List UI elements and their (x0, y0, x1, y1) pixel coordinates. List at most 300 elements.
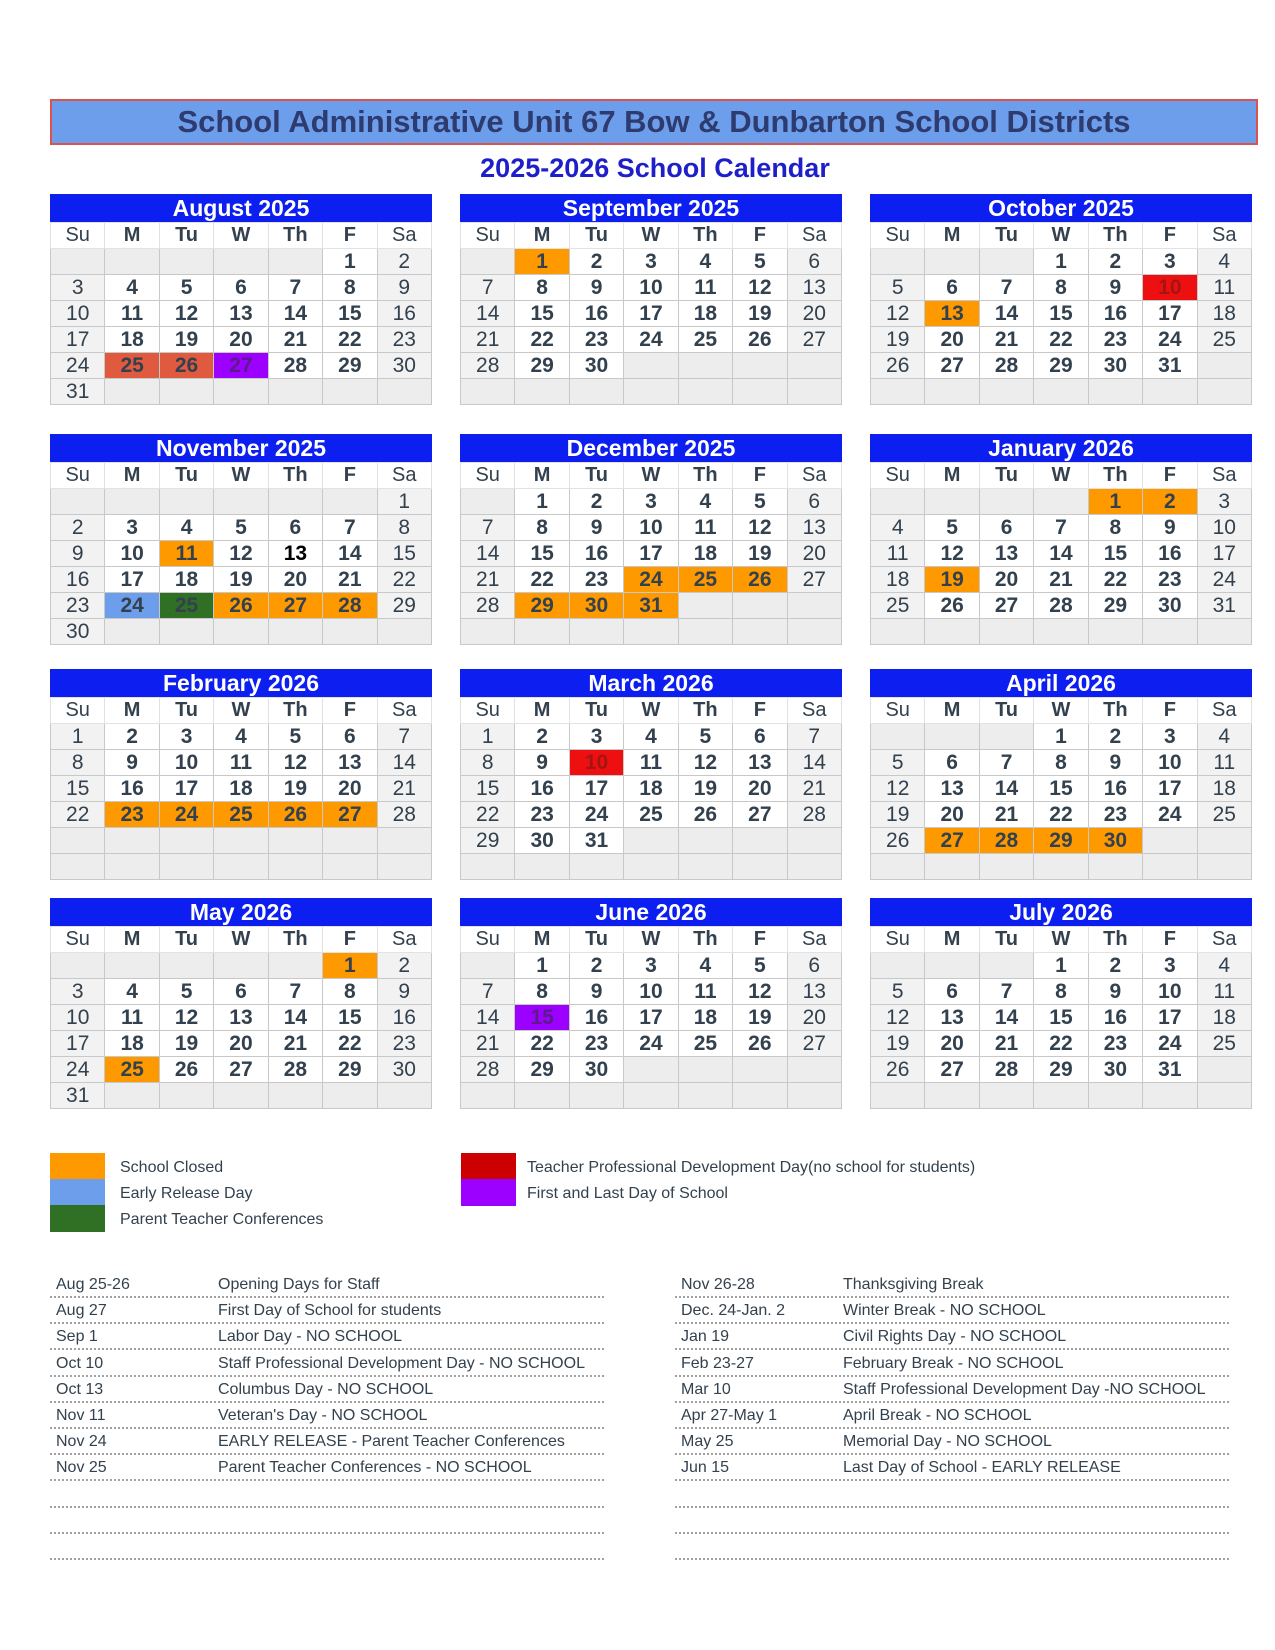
day-cell: 22 (51, 802, 105, 828)
month-calendar (870, 898, 1252, 1109)
day-cell: 21 (268, 327, 322, 353)
day-cell: 20 (268, 567, 322, 593)
day-cell: 12 (214, 541, 268, 567)
day-cell: 29 (1034, 828, 1088, 854)
day-cell: 22 (1088, 567, 1142, 593)
day-cell: 28 (377, 802, 431, 828)
day-cell: 7 (979, 750, 1033, 776)
parent-teacher-swatch (50, 1205, 105, 1232)
month-calendar (870, 669, 1252, 880)
first-last-swatch (461, 1179, 516, 1206)
weekday-header: Su (461, 463, 515, 489)
event-row (675, 1272, 1229, 1298)
day-cell: 14 (979, 1005, 1033, 1031)
empty-cell (1197, 1083, 1251, 1109)
day-cell: 27 (323, 802, 377, 828)
day-cell: 4 (105, 979, 159, 1005)
empty-cell (1197, 353, 1251, 379)
empty-cell (214, 953, 268, 979)
empty-cell (323, 1083, 377, 1109)
weekday-header: M (515, 927, 569, 953)
empty-cell (1034, 379, 1088, 405)
empty-cell (323, 489, 377, 515)
day-cell: 13 (214, 1005, 268, 1031)
day-cell: 6 (787, 489, 841, 515)
day-cell: 2 (515, 724, 569, 750)
day-cell: 9 (1088, 275, 1142, 301)
day-cell: 15 (1034, 301, 1088, 327)
day-cell: 5 (268, 724, 322, 750)
weekday-header: F (323, 463, 377, 489)
weekday-header: M (925, 463, 979, 489)
day-cell: 15 (323, 301, 377, 327)
event-row (675, 1298, 1229, 1324)
day-cell: 4 (1197, 953, 1251, 979)
day-cell: 2 (1088, 724, 1142, 750)
weekday-header: Th (268, 698, 322, 724)
day-cell: 21 (1034, 567, 1088, 593)
day-cell: 20 (925, 802, 979, 828)
day-cell: 25 (678, 1031, 732, 1057)
event-date: Feb 23-27 (681, 1354, 754, 1372)
weekday-header: Th (1088, 698, 1142, 724)
day-cell: 1 (323, 249, 377, 275)
empty-cell (51, 828, 105, 854)
day-cell: 10 (569, 750, 623, 776)
weekday-header: Tu (569, 698, 623, 724)
day-cell: 30 (377, 353, 431, 379)
empty-cell (323, 854, 377, 880)
weekday-header: Tu (979, 927, 1033, 953)
empty-cell (871, 724, 925, 750)
day-cell: 7 (268, 275, 322, 301)
day-cell: 7 (377, 724, 431, 750)
weekday-header: W (1034, 223, 1088, 249)
empty-cell (323, 379, 377, 405)
day-cell: 5 (678, 724, 732, 750)
day-cell: 18 (1197, 1005, 1251, 1031)
day-cell: 22 (515, 327, 569, 353)
day-cell: 20 (323, 776, 377, 802)
empty-cell (1088, 619, 1142, 645)
day-cell: 24 (159, 802, 213, 828)
weekday-header: W (214, 223, 268, 249)
day-cell: 20 (925, 327, 979, 353)
empty-cell (678, 1057, 732, 1083)
empty-cell (1143, 828, 1197, 854)
weekday-header: W (624, 223, 678, 249)
day-cell: 23 (105, 802, 159, 828)
day-cell: 3 (1197, 489, 1251, 515)
event-row (50, 1377, 604, 1403)
day-cell: 5 (159, 979, 213, 1005)
empty-cell (925, 854, 979, 880)
empty-cell (461, 379, 515, 405)
day-cell: 3 (159, 724, 213, 750)
empty-cell (461, 249, 515, 275)
early-release-swatch (50, 1179, 105, 1206)
day-cell: 30 (515, 828, 569, 854)
weekday-header: Sa (787, 223, 841, 249)
day-cell: 30 (1088, 828, 1142, 854)
event-row (50, 1324, 604, 1350)
day-cell: 23 (51, 593, 105, 619)
day-cell: 4 (105, 275, 159, 301)
day-cell: 19 (925, 567, 979, 593)
weekday-header: Tu (159, 223, 213, 249)
empty-cell (105, 249, 159, 275)
month-grid (460, 222, 842, 405)
day-cell: 14 (1034, 541, 1088, 567)
day-cell: 10 (1197, 515, 1251, 541)
day-cell: 9 (1088, 750, 1142, 776)
event-row (675, 1534, 1229, 1560)
empty-cell (871, 953, 925, 979)
day-cell: 22 (323, 327, 377, 353)
empty-cell (159, 1083, 213, 1109)
day-cell: 30 (1088, 353, 1142, 379)
day-cell: 15 (1088, 541, 1142, 567)
day-cell: 25 (1197, 327, 1251, 353)
event-description: Civil Rights Day - NO SCHOOL (843, 1328, 1067, 1346)
weekday-header: W (1034, 698, 1088, 724)
empty-cell (105, 1083, 159, 1109)
empty-cell (268, 619, 322, 645)
day-cell: 22 (1034, 327, 1088, 353)
day-cell: 19 (159, 327, 213, 353)
day-cell: 11 (1197, 979, 1251, 1005)
day-cell: 22 (1034, 1031, 1088, 1057)
weekday-header: M (105, 223, 159, 249)
empty-cell (925, 619, 979, 645)
empty-cell (733, 593, 787, 619)
day-cell: 31 (1197, 593, 1251, 619)
empty-cell (1034, 619, 1088, 645)
day-cell: 31 (569, 828, 623, 854)
day-cell: 14 (979, 776, 1033, 802)
empty-cell (979, 724, 1033, 750)
empty-cell (1143, 379, 1197, 405)
day-cell: 27 (787, 1031, 841, 1057)
day-cell: 19 (733, 301, 787, 327)
empty-cell (871, 249, 925, 275)
day-cell: 6 (214, 275, 268, 301)
day-cell: 21 (979, 327, 1033, 353)
empty-cell (214, 249, 268, 275)
day-cell: 19 (159, 1031, 213, 1057)
empty-cell (159, 619, 213, 645)
day-cell: 19 (733, 541, 787, 567)
empty-cell (461, 1083, 515, 1109)
day-cell: 27 (925, 828, 979, 854)
day-cell: 26 (159, 1057, 213, 1083)
day-cell: 23 (569, 567, 623, 593)
weekday-header: F (733, 223, 787, 249)
day-cell: 30 (1143, 593, 1197, 619)
day-cell: 29 (515, 353, 569, 379)
day-cell: 8 (461, 750, 515, 776)
weekday-header: W (1034, 463, 1088, 489)
day-cell: 28 (787, 802, 841, 828)
weekday-header: M (925, 698, 979, 724)
day-cell: 3 (1143, 724, 1197, 750)
empty-cell (624, 828, 678, 854)
day-cell: 28 (461, 1057, 515, 1083)
day-cell: 9 (51, 541, 105, 567)
empty-cell (515, 619, 569, 645)
day-cell: 9 (569, 275, 623, 301)
day-cell: 13 (323, 750, 377, 776)
day-cell: 24 (624, 1031, 678, 1057)
day-cell: 23 (377, 1031, 431, 1057)
day-cell: 24 (1197, 567, 1251, 593)
empty-cell (1143, 1083, 1197, 1109)
event-date: May 25 (681, 1433, 734, 1451)
day-cell: 20 (787, 541, 841, 567)
empty-cell (1197, 828, 1251, 854)
event-description: First Day of School for students (218, 1302, 442, 1320)
day-cell: 25 (105, 1057, 159, 1083)
event-description: April Break - NO SCHOOL (843, 1407, 1032, 1424)
event-row (50, 1508, 604, 1534)
day-cell: 9 (1088, 979, 1142, 1005)
event-date: Oct 10 (56, 1354, 104, 1372)
day-cell: 29 (323, 1057, 377, 1083)
weekday-header: Sa (787, 463, 841, 489)
day-cell: 7 (979, 275, 1033, 301)
empty-cell (377, 828, 431, 854)
event-row (675, 1377, 1229, 1403)
weekday-header: M (105, 698, 159, 724)
day-cell: 12 (733, 979, 787, 1005)
day-cell: 21 (461, 327, 515, 353)
weekday-header: W (624, 698, 678, 724)
day-cell: 18 (1197, 776, 1251, 802)
day-cell: 28 (979, 1057, 1033, 1083)
empty-cell (787, 1057, 841, 1083)
day-cell: 11 (105, 1005, 159, 1031)
day-cell: 7 (1034, 515, 1088, 541)
event-date: Nov 25 (56, 1459, 107, 1477)
day-cell: 11 (214, 750, 268, 776)
empty-cell (159, 379, 213, 405)
day-cell: 19 (871, 327, 925, 353)
empty-cell (1197, 619, 1251, 645)
empty-cell (51, 854, 105, 880)
empty-cell (1034, 854, 1088, 880)
day-cell: 17 (51, 327, 105, 353)
weekday-header: Su (871, 463, 925, 489)
day-cell: 10 (624, 275, 678, 301)
day-cell: 25 (871, 593, 925, 619)
day-cell: 22 (1034, 802, 1088, 828)
day-cell: 7 (979, 979, 1033, 1005)
day-cell: 30 (569, 593, 623, 619)
empty-cell (515, 1083, 569, 1109)
day-cell: 12 (733, 275, 787, 301)
empty-cell (323, 619, 377, 645)
empty-cell (678, 379, 732, 405)
day-cell: 1 (1034, 249, 1088, 275)
event-date: Nov 24 (56, 1433, 107, 1451)
day-cell: 27 (979, 593, 1033, 619)
day-cell: 5 (214, 515, 268, 541)
weekday-header: W (214, 927, 268, 953)
empty-cell (51, 489, 105, 515)
day-cell: 6 (733, 724, 787, 750)
month-title: October 2025 (870, 194, 1252, 222)
weekday-header: M (515, 698, 569, 724)
empty-cell (678, 1083, 732, 1109)
day-cell: 1 (323, 953, 377, 979)
day-cell: 24 (51, 353, 105, 379)
day-cell: 24 (1143, 327, 1197, 353)
day-cell: 20 (214, 327, 268, 353)
day-cell: 25 (1197, 802, 1251, 828)
event-row (675, 1429, 1229, 1455)
day-cell: 31 (1143, 353, 1197, 379)
empty-cell (1197, 1057, 1251, 1083)
day-cell: 18 (678, 301, 732, 327)
month-title: July 2026 (870, 898, 1252, 926)
empty-cell (624, 854, 678, 880)
empty-cell (1034, 489, 1088, 515)
weekday-header: Sa (377, 463, 431, 489)
empty-cell (979, 489, 1033, 515)
day-cell: 23 (1088, 1031, 1142, 1057)
day-cell: 31 (51, 379, 105, 405)
day-cell: 14 (461, 541, 515, 567)
empty-cell (678, 854, 732, 880)
weekday-header: Su (51, 698, 105, 724)
event-description: Columbus Day - NO SCHOOL (218, 1380, 434, 1398)
day-cell: 10 (51, 301, 105, 327)
weekday-header: Sa (377, 927, 431, 953)
day-cell: 7 (461, 515, 515, 541)
day-cell: 18 (1197, 301, 1251, 327)
empty-cell (515, 379, 569, 405)
day-cell: 21 (787, 776, 841, 802)
event-date: Sep 1 (56, 1328, 98, 1346)
weekday-header: Tu (159, 698, 213, 724)
weekday-header: Th (268, 927, 322, 953)
day-cell: 4 (678, 953, 732, 979)
event-row (50, 1272, 604, 1298)
month-grid (460, 926, 842, 1109)
day-cell: 19 (871, 802, 925, 828)
day-cell: 15 (515, 541, 569, 567)
weekday-header: Sa (787, 927, 841, 953)
day-cell: 26 (871, 1057, 925, 1083)
event-date: Aug 25-26 (56, 1276, 130, 1293)
day-cell: 25 (678, 327, 732, 353)
day-cell: 14 (979, 301, 1033, 327)
weekday-header: Tu (159, 927, 213, 953)
day-cell: 10 (159, 750, 213, 776)
day-cell: 3 (624, 489, 678, 515)
day-cell: 20 (733, 776, 787, 802)
day-cell: 17 (569, 776, 623, 802)
day-cell: 5 (733, 249, 787, 275)
event-date: Jan 19 (681, 1328, 730, 1346)
day-cell: 5 (733, 953, 787, 979)
weekday-header: Su (461, 223, 515, 249)
empty-cell (214, 489, 268, 515)
event-date: Dec. 24-Jan. 2 (681, 1302, 786, 1320)
month-title: April 2026 (870, 669, 1252, 697)
day-cell: 23 (569, 327, 623, 353)
empty-cell (787, 828, 841, 854)
day-cell: 2 (569, 249, 623, 275)
day-cell: 18 (105, 1031, 159, 1057)
empty-cell (515, 854, 569, 880)
day-cell: 6 (214, 979, 268, 1005)
day-cell: 9 (377, 275, 431, 301)
empty-cell (979, 619, 1033, 645)
weekday-header: Sa (1197, 927, 1251, 953)
event-date: Aug 27 (56, 1302, 107, 1320)
weekday-header: Su (51, 223, 105, 249)
day-cell: 22 (515, 1031, 569, 1057)
weekday-header: M (925, 927, 979, 953)
empty-cell (323, 828, 377, 854)
empty-cell (159, 828, 213, 854)
day-cell: 31 (51, 1083, 105, 1109)
day-cell: 2 (1088, 249, 1142, 275)
day-cell: 23 (1088, 802, 1142, 828)
empty-cell (268, 828, 322, 854)
day-cell: 10 (1143, 750, 1197, 776)
weekday-header: Sa (787, 698, 841, 724)
day-cell: 28 (461, 353, 515, 379)
event-row (50, 1455, 604, 1481)
day-cell: 30 (377, 1057, 431, 1083)
day-cell: 17 (159, 776, 213, 802)
day-cell: 10 (624, 979, 678, 1005)
month-title: March 2026 (460, 669, 842, 697)
empty-cell (678, 828, 732, 854)
weekday-header: M (105, 463, 159, 489)
day-cell: 12 (871, 301, 925, 327)
empty-cell (925, 1083, 979, 1109)
weekday-header: Su (461, 927, 515, 953)
day-cell: 12 (871, 776, 925, 802)
calendar-header (50, 99, 1258, 145)
day-cell: 3 (1143, 953, 1197, 979)
day-cell: 30 (569, 1057, 623, 1083)
day-cell: 10 (1143, 275, 1197, 301)
day-cell: 29 (377, 593, 431, 619)
weekday-header: Th (678, 223, 732, 249)
day-cell: 28 (323, 593, 377, 619)
empty-cell (1197, 379, 1251, 405)
weekday-header: M (925, 223, 979, 249)
day-cell: 29 (515, 1057, 569, 1083)
day-cell: 25 (1197, 1031, 1251, 1057)
weekday-header: M (515, 223, 569, 249)
day-cell: 25 (159, 593, 213, 619)
empty-cell (569, 854, 623, 880)
weekday-header: F (323, 223, 377, 249)
day-cell: 23 (515, 802, 569, 828)
day-cell: 31 (1143, 1057, 1197, 1083)
day-cell: 18 (624, 776, 678, 802)
day-cell: 9 (569, 515, 623, 541)
day-cell: 17 (624, 1005, 678, 1031)
empty-cell (159, 953, 213, 979)
event-date: Nov 11 (56, 1407, 106, 1424)
empty-cell (678, 619, 732, 645)
